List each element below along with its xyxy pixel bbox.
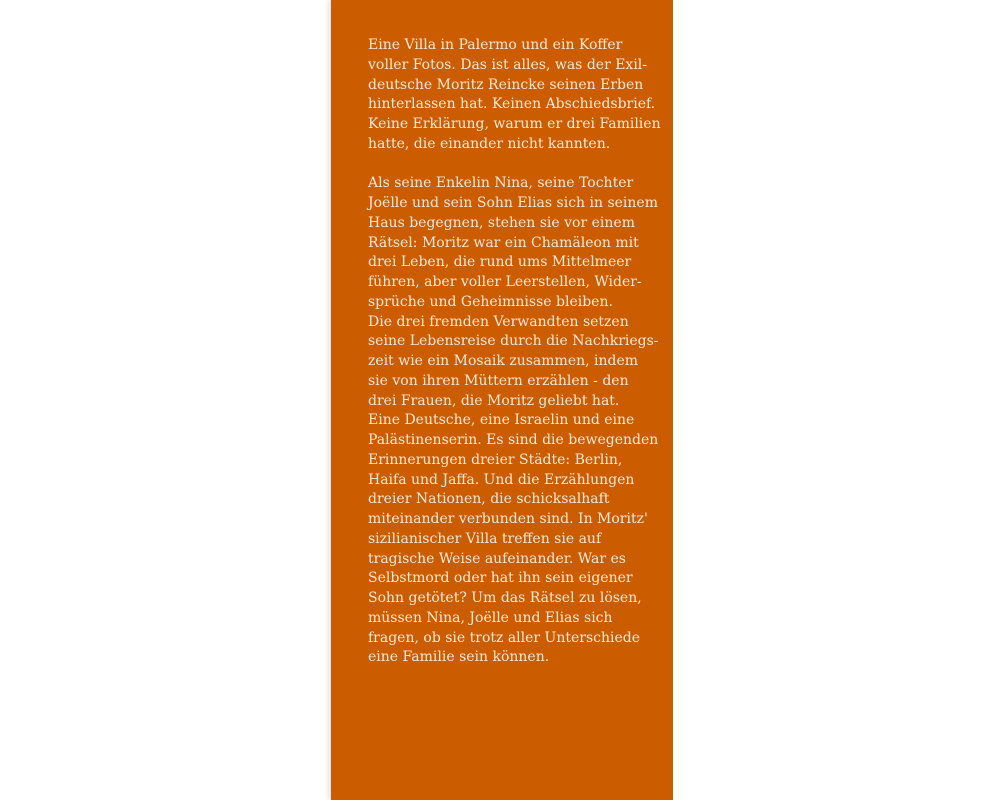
blurb-line: Selbstmord oder hat ihn sein eigener [368, 570, 633, 587]
blurb-line: Sohn getötet? Um das Rätsel zu lösen, [368, 590, 642, 606]
blurb-line: Rätsel: Moritz war ein Chamäleon mit [368, 234, 639, 251]
blurb-line: müssen Nina, Joëlle und Elias sich [368, 609, 613, 626]
blurb-line: seine Lebensreise durch die Nachkriegs- [368, 333, 659, 350]
blurb-line: Die drei fremden Verwandten setzen [368, 313, 629, 330]
blurb-line: sprüche und Geheimnisse bleiben. [368, 293, 613, 310]
blurb-line: deutsche Moritz Reincke seinen Erben [368, 76, 644, 93]
blurb-line: Haus begegnen, stehen sie vor einem [368, 214, 635, 231]
paragraph-gap [368, 155, 648, 175]
blurb-line: Palästinenserin. Es sind die bewegenden [368, 432, 659, 448]
blurb-line: miteinander verbunden sind. In Moritz' [368, 511, 648, 527]
blurb-line: sie von ihren Müttern erzählen - den [368, 372, 629, 389]
blurb-line: eine Familie sein können. [368, 649, 550, 666]
blurb-line: dreier Nationen, die schicksalhaft [368, 491, 610, 508]
blurb-line: Joëlle und sein Sohn Elias sich in seinem [368, 195, 658, 211]
blurb-line: hatte, die einander nicht kannten. [368, 135, 611, 152]
blurb-line: drei Frauen, die Moritz geliebt hat. [368, 392, 620, 409]
blurb-line: hinterlassen hat. Keinen Abschiedsbrief. [368, 96, 656, 113]
blurb-line: Eine Deutsche, eine Israelin und eine [368, 412, 635, 429]
blurb-line: Eine Villa in Palermo und ein Koffer [368, 37, 623, 53]
blurb-line: drei Leben, die rund ums Mittelmeer [368, 254, 632, 271]
blurb-line: tragische Weise aufeinander. War es [368, 550, 626, 567]
blurb-line: Als seine Enkelin Nina, seine Tochter [368, 175, 634, 192]
blurb-line: voller Fotos. Das ist alles, was der Exil- [368, 56, 648, 73]
blurb-text [368, 36, 661, 668]
blurb-line: Keine Erklärung, warum er drei Familien [368, 116, 661, 132]
blurb-line: fragen, ob sie trotz aller Unterschiede [368, 629, 641, 646]
blurb-line: Erinnerungen dreier Städte: Berlin, [368, 451, 623, 468]
blurb-line: Haifa und Jaffa. Und die Erzählungen [368, 471, 635, 488]
blurb-line: zeit wie ein Mosaik zusammen, indem [368, 353, 639, 369]
blurb-line: sizilianischer Villa treffen sie auf [368, 530, 602, 547]
blurb-line: führen, aber voller Leerstellen, Wider- [368, 274, 642, 290]
book-back-cover [331, 0, 673, 800]
